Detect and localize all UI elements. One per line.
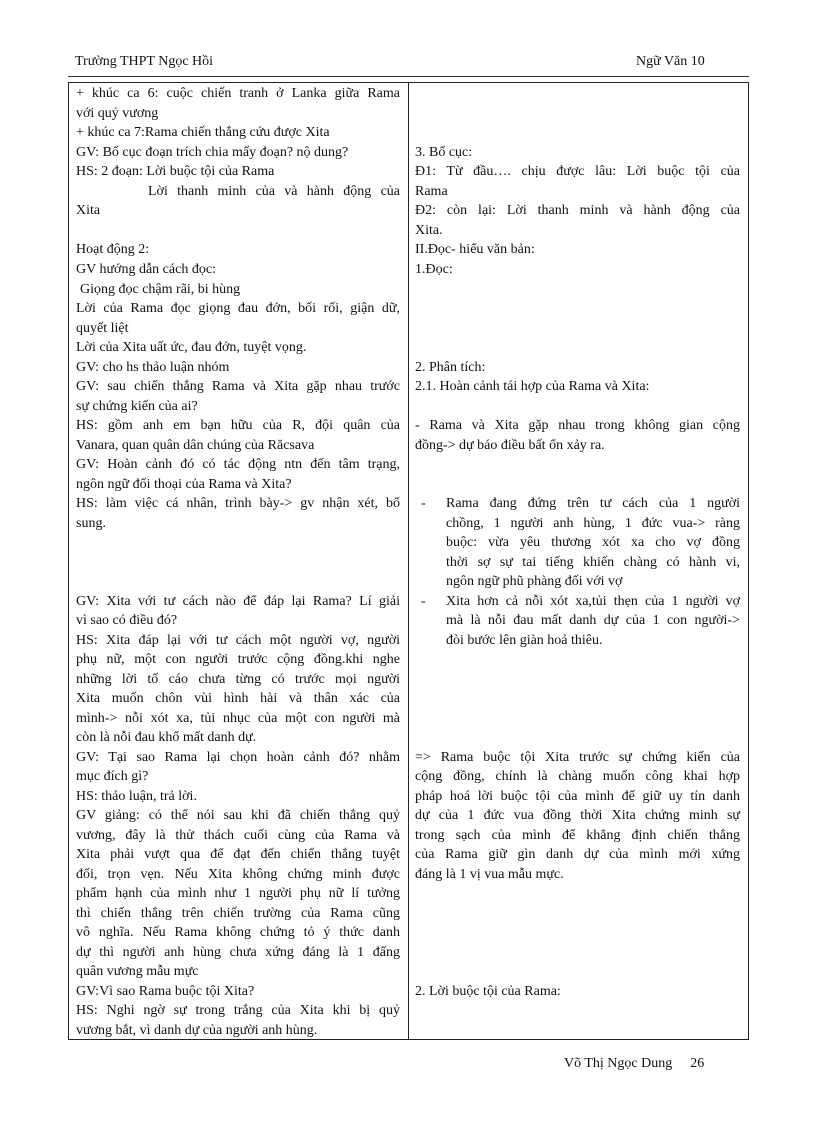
right-line: thời sợ sự tai tiếng khiến chàng có hành vi, <box>446 555 740 570</box>
right-line: Xita. <box>415 223 443 238</box>
right-line: 2.1. Hoàn cảnh tái hợp của Rama và Xita: <box>415 379 650 394</box>
left-line: còn là nỗi đau khổ mất danh dự. <box>76 730 257 745</box>
left-line: dự thì người anh hùng chưa xứng đáng là 1 đấng <box>76 945 400 960</box>
left-line: GV: Xita với tư cách nào để đáp lại Rama? Lí giải <box>76 594 400 609</box>
left-line: những lời tố cáo chưa từng có trước mọi người <box>76 672 400 687</box>
right-line: Rama đang đứng trên tư cách của 1 người <box>446 496 740 511</box>
right-line: đòi bước lên giàn hoả thiêu. <box>446 633 603 648</box>
left-line: GV: sau chiến thắng Rama và Xita gặp nhau trước <box>76 379 400 394</box>
left-line: ngôn ngữ đối thoại của Rama và Xita? <box>76 477 292 492</box>
left-line: + khúc ca 7:Rama chiến thắng cứu được Xita <box>76 125 330 140</box>
right-line: 2. Phân tích: <box>415 360 486 375</box>
left-line: sự chứng kiến của ai? <box>76 399 198 414</box>
left-line: Hoạt động 2: <box>76 242 150 257</box>
right-line: đáng là 1 vị vua mẫu mực. <box>415 867 564 882</box>
right-line: cộng đồng, chính là chàng muốn công khai hợp <box>415 769 740 784</box>
left-line: Lời thanh minh của và hành động của <box>148 184 400 199</box>
column-divider <box>408 82 409 1040</box>
header-school: Trường THPT Ngọc Hồi <box>75 54 214 69</box>
left-line: GV hướng dẫn cách đọc: <box>76 262 216 277</box>
header-rule <box>68 76 749 77</box>
left-line: Giọng đọc chậm rãi, bi hùng <box>80 282 241 297</box>
left-line: phẩm hạnh của mình như 1 người phụ nữ lí tưởng <box>76 886 400 901</box>
left-line: với quỷ vương <box>76 106 159 121</box>
right-line: 2. Lời buộc tội của Rama: <box>415 984 561 999</box>
left-line: quyết liệt <box>76 321 129 336</box>
left-line: phụ nữ, một con người trước cộng đồng.khi nghe <box>76 652 400 667</box>
left-line: sung. <box>76 516 106 531</box>
footer <box>564 1056 704 1072</box>
right-line: dự của 1 đức vua đồng thời Xita chứng minh sự <box>415 808 740 823</box>
right-line: Đ1: Từ đầu…. chịu được lâu: Lời buộc tội của <box>415 164 740 179</box>
right-line: trong sạch của mình để khẳng định chiến thắng <box>415 828 740 843</box>
left-line: GV: Hoàn cảnh đó có tác động ntn đến tâm trạng, <box>76 457 400 472</box>
right-line: buộc: vừa yêu thương xót xa cho vợ đồng <box>446 535 740 550</box>
right-line: II.Đọc- hiểu văn bản: <box>415 242 535 257</box>
left-line: HS: Nghi ngờ sự trong trắng của Xita khi bị quỷ <box>76 1003 400 1018</box>
left-line: HS: làm việc cá nhân, trình bày-> gv nhận xét, bổ <box>76 496 400 511</box>
left-line: đối, trọn vẹn. Nếu Xita không chứng minh được <box>76 867 400 882</box>
left-line: Vanara, quan quân dân chúng của Răcsava <box>76 438 315 453</box>
left-line: vương, đây là thử thách cuối cùng của Rama và <box>76 828 400 843</box>
left-line: GV: cho hs thảo luận nhóm <box>76 360 230 375</box>
left-line: HS: thảo luận, trả lời. <box>76 789 197 804</box>
right-line: 3. Bố cục: <box>415 145 473 160</box>
left-line: vì sao có điều đó? <box>76 613 178 628</box>
right-line: Đ2: còn lại: Lời thanh minh và hành động của <box>415 203 740 218</box>
bullet-dash: - <box>421 594 426 609</box>
left-line: GV: Bố cục đoạn trích chia mấy đoạn? nộ dung? <box>76 145 349 160</box>
left-line: Lời của Xita uất ức, đau đớn, tuyệt vọng. <box>76 340 307 355</box>
right-line: mà là nỗi đau mất danh dự của 1 con người-> <box>446 613 740 628</box>
left-line: GV:Vì sao Rama buộc tội Xita? <box>76 984 255 999</box>
right-line: đồng-> dự báo điều bất ổn xảy ra. <box>415 438 605 453</box>
right-line: Rama <box>415 184 448 199</box>
right-line: pháp hoá lời buộc tội của mình để giữ uy tín danh <box>415 789 740 804</box>
left-line: HS: Xita đáp lại với tư cách một người vợ, người <box>76 633 400 648</box>
left-line: thì chiến thắng trên chiến trường của Rama cũng <box>76 906 400 921</box>
right-line: => Rama buộc tội Xita trước sự chứng kiến của <box>415 750 740 765</box>
left-line: vương bắt, vì danh dự của người anh hùng. <box>76 1023 318 1038</box>
left-line: HS: gồm anh em bạn hữu của R, đội quân của <box>76 418 400 433</box>
left-line: Xita <box>76 203 101 218</box>
left-line: Xita phải vượt qua để đạt đến chiến thắng tuyệt <box>76 847 400 862</box>
left-line: HS: 2 đoạn: Lời buộc tội của Rama <box>76 164 275 179</box>
left-line: GV: Tại sao Rama lại chọn hoàn cảnh đó? nhằm <box>76 750 400 765</box>
right-line: - Rama và Xita gặp nhau trong không gian cộng <box>415 418 740 433</box>
header-subject: Ngữ Văn 10 <box>636 54 705 69</box>
right-line: chồng, 1 người anh hùng, 1 đức vua-> ràng <box>446 516 740 531</box>
right-line: của Rama giữ gìn danh dự của mình mới xứng <box>415 847 740 862</box>
left-line: + khúc ca 6: cuộc chiến tranh ở Lanka giữa Rama <box>76 86 400 101</box>
left-line: vô nghĩa. Nếu Rama không chứng tỏ ý thức danh <box>76 925 400 940</box>
left-line: Xita muốn chôn vùi hình hài và thân xác của <box>76 691 400 706</box>
page-number: 26 <box>690 1056 705 1071</box>
bullet-dash: - <box>421 496 426 511</box>
right-line: ngôn ngữ phũ phàng đối với vợ <box>446 574 623 589</box>
footer-author: Võ Thị Ngọc Dung <box>564 1056 673 1071</box>
left-line: quân vương mẫu mực <box>76 964 199 979</box>
left-line: Lời của Rama đọc giọng đau đớn, bối rối, giận dữ, <box>76 301 400 316</box>
left-line: GV giảng: có thể nói sau khi đã chiến thắng quỷ <box>76 808 400 823</box>
left-line: mình-> nỗi xót xa, tủi nhục của một con người mà <box>76 711 400 726</box>
right-line: 1.Đọc: <box>415 262 453 277</box>
right-line: Xita hơn cả nỗi xót xa,tủi thẹn của 1 người vợ <box>446 594 740 609</box>
left-line: mục đích gì? <box>76 769 149 784</box>
